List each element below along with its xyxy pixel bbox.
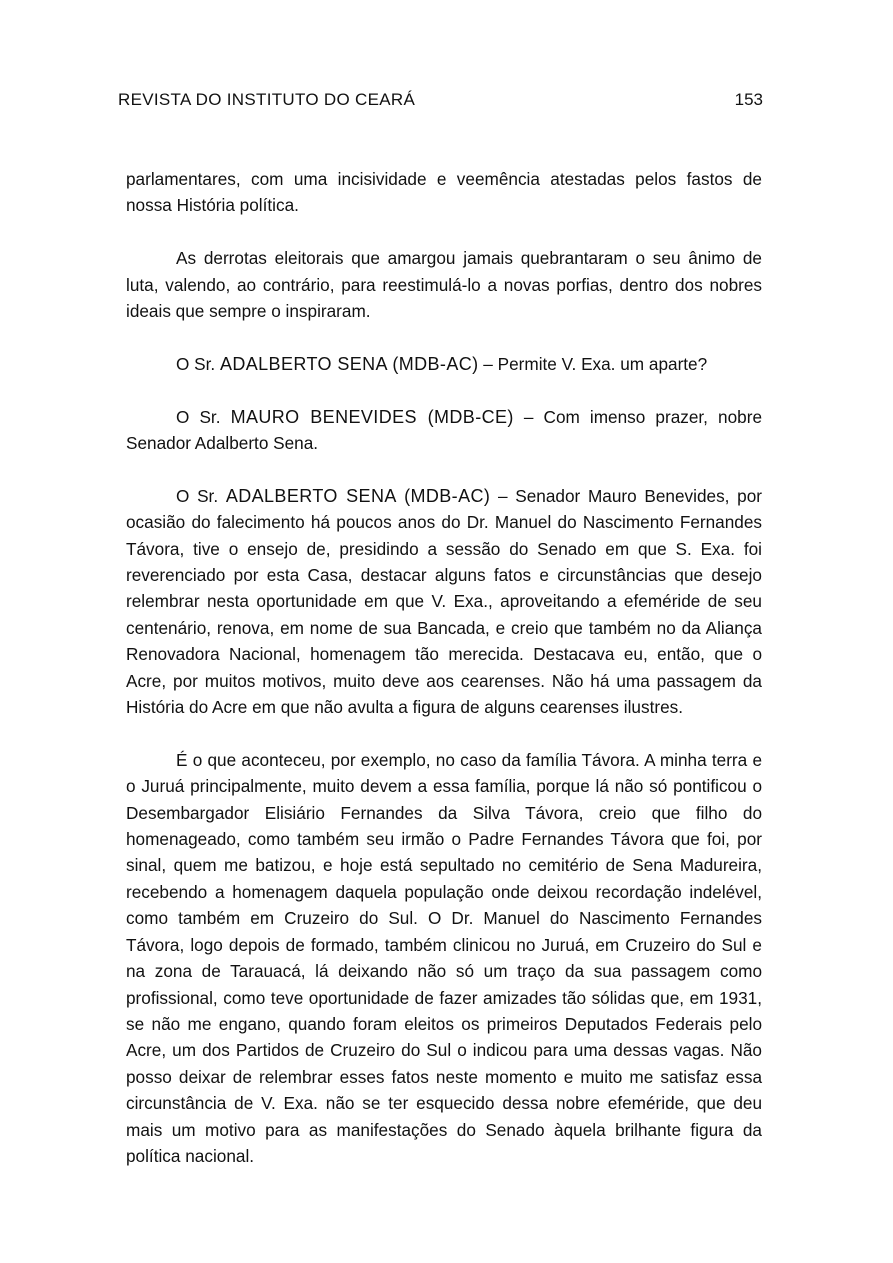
body-text bbox=[126, 166, 762, 1196]
paragraph-aparte-request bbox=[126, 351, 762, 377]
paragraph-familia-tavora: É o que aconteceu, por exemplo, no caso da família Távora. A minha terra e o Juruá principalmente, muito devem a essa família, porque lá não só pontificou o Desembargador Elisiário Fernandes da Silva Távora, creio que filho do homenageado, como também seu irmão o Padre Fernandes Távora que foi, por sinal, quem me batizou, e hoje está sepultado no cemitério de Sena Madureira, recebendo a homenagem daquela população onde deixou recordação indelével, como também em Cruzeiro do Sul. O Dr. Manuel do Nascimento Fernandes Távora, logo depois de formado, também clinicou no Juruá, em Cruzeiro do Sul e na zona de Tarauacá, lá deixando não só um traço da sua passagem como profissional, como teve oportunidade de fazer amizades tão sólidas que, em 1931, se não me engano, quando foram eleitos os primeiros Deputados Federais pelo Acre, um dos Partidos de Cruzeiro do Sul o indicou para uma dessas vagas. Não posso deixar de relembrar esses fatos neste momento e muito me satisfaz essa circunstância de V. Exa. não se ter esquecido dessa nobre efeméride, que deu mais um motivo para as manifestações do Senado àquela brilhante figura da política nacional. bbox=[126, 749, 762, 1166]
paragraph-continuation: parlamentares, com uma incisividade e veemência atestadas pelos fastos de nossa História política. bbox=[126, 169, 762, 216]
speech-text: – Com imenso prazer, nobre Senador Adalberto Sena. bbox=[126, 406, 762, 454]
page-number: 153 bbox=[734, 90, 763, 109]
speaker-prefix: O Sr. bbox=[176, 353, 220, 374]
speech-text: – Permite V. Exa. um aparte? bbox=[478, 353, 708, 374]
paragraph-derrotas: As derrotas eleitorais que amargou jamais quebrantaram o seu ânimo de luta, valendo, ao contrário, para reestimulá-lo a novas porfias, dentro dos nobres ideais que sempre o inspiraram. bbox=[126, 248, 762, 322]
running-title: REVISTA DO INSTITUTO DO CEARÁ bbox=[118, 90, 416, 109]
paragraph-aparte-reply bbox=[126, 404, 762, 457]
speaker-name: MAURO BENEVIDES (MDB-CE) bbox=[230, 406, 514, 427]
speaker-prefix: O Sr. bbox=[176, 485, 226, 506]
speech-text: – Senador Mauro Benevides, por ocasião do falecimento há poucos anos do Dr. Manuel do Nascimento Fernandes Távora, tive o ensejo de, presidindo a sessão do Senado em que S. Exa. foi reverenciado por esta Casa, destacar alguns fatos e circunstâncias que desejo relembrar nesta oportunidade em que V. Exa., aproveitando a efeméride de seu centenário, renova, em nome de sua Bancada, e creio que também no da Aliança Renovadora Nacional, homenagem tão merecida. Destacava eu, então, que o Acre, por muitos motivos, muito deve aos cearenses. Não há uma passagem da História do Acre em que não avulta a figura de alguns cearenses ilustres. bbox=[126, 485, 762, 718]
speaker-name: ADALBERTO SENA (MDB-AC) bbox=[225, 485, 491, 506]
page-header bbox=[118, 90, 763, 114]
speaker-name: ADALBERTO SENA (MDB-AC) bbox=[219, 353, 479, 374]
speaker-prefix: O Sr. bbox=[176, 406, 231, 427]
paragraph-aparte-speech bbox=[126, 483, 762, 721]
